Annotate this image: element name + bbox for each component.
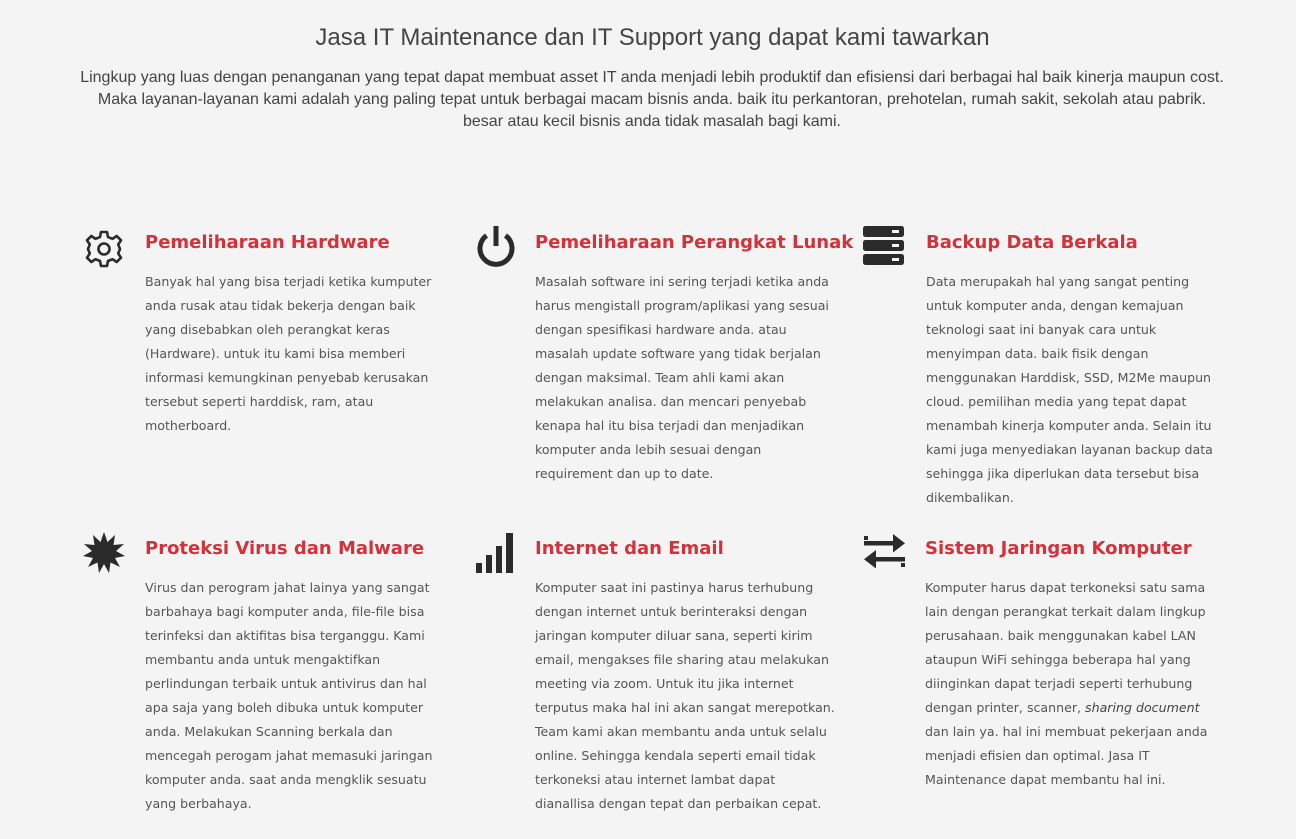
gear-icon xyxy=(84,229,130,275)
intro-description: Lingkup yang luas dengan penanganan yang tepat dapat membuat asset IT anda menjadi lebih produktif dan efisiensi dari berbagai hal baik kinerja maupun cost. Maka layanan-layanan kami adalah yang paling tepat untuk berbagai macam bisnis anda. baik itu perkantoran, prehotelan, rumah sakit, sekolah atau pabrik. besar atau kecil bisnis anda tidak masalah bagi kami. xyxy=(80,69,1224,130)
burst-icon xyxy=(82,531,128,577)
service-description: Komputer harus dapat terkoneksi satu sama lain dengan perangkat terkait dalam lingkup perusahaan. baik menggunakan kabel LAN ataupun WiFi sehingga beberapa hal yang diinginkan dapat terjadi seperti terhubung dengan printer, scanner, sharing document dan lain ya. hal ini membuat pekerjaan anda menjadi efisien dan optimal. Jasa IT Maintenance dapat membantu hal ini. xyxy=(925,580,1208,787)
service-description: Masalah software ini sering terjadi ketika anda harus mengistall program/aplikasi yang sesuai dengan spesifikasi hardware anda. atau masalah update software yang tidak berjalan dengan maksimal. Team ahli kami akan melakukan analisa. dan mencari penyebab kenapa hal itu bisa terjadi dan menjadikan komputer anda lebih sesuai dengan requirement dan up to date. xyxy=(535,274,829,481)
service-title: Internet dan Email xyxy=(535,538,724,559)
service-description: Komputer saat ini pastinya harus terhubung dengan internet untuk berinteraksi dengan jaringan komputer diluar sana, seperti kirim email, mengakses file sharing atau melakukan meeting via zoom. Untuk itu jika internet terputus maka hal ini akan sangat merepotkan. Team kami akan membantu anda untuk selalu online. Sehingga kendala seperti email tidak terkoneksi atau internet lambat dapat dianallisa dengan tepat dan perbaikan cepat. xyxy=(535,580,835,811)
emphasis-text: sharing document xyxy=(1085,700,1200,715)
service-description: Banyak hal yang bisa terjadi ketika kumputer anda rusak atau tidak bekerja dengan baik yang disebabkan oleh perangkat keras (Hardware). untuk itu kami bisa memberi informasi kemungkinan penyebab kerusakan tersebut seperti harddisk, ram, atau motherboard. xyxy=(145,274,432,433)
exchange-arrows-icon xyxy=(864,532,910,578)
service-title: Proteksi Virus dan Malware xyxy=(145,538,425,559)
service-title: Pemeliharaan Perangkat Lunak xyxy=(535,232,854,253)
service-description: Virus dan perogram jahat lainya yang sangat barbahaya bagi komputer anda, file-file bisa terinfeksi dan aktifitas bisa terganggu. Kami membantu anda untuk mengaktifkan perlindungan terbaik untuk antivirus dan hal apa saja yang boleh dibuka untuk komputer anda. Melakukan Scanning berkala dan mencegah perogam jahat memasuki jaringan komputer anda. saat anda mengklik sesuatu yang berbahaya. xyxy=(145,580,433,811)
signal-bars-icon xyxy=(474,531,520,577)
page-title: Jasa IT Maintenance dan IT Support yang dapat kami tawarkan xyxy=(315,24,990,51)
power-icon xyxy=(474,225,520,271)
service-title: Backup Data Berkala xyxy=(926,232,1138,253)
server-icon xyxy=(862,225,908,271)
service-description: Data merupakah hal yang sangat penting untuk komputer anda, dengan kemajuan teknologi saat ini banyak cara untuk menyimpan data. baik fisik dengan menggunakan Harddisk, SSD, M2Me maupun cloud. pemilihan media yang tepat dapat menambah kinerja komputer anda. Selain itu kami juga menyediakan layanan backup data sehingga jika diperlukan data tersebut bisa dikembalikan. xyxy=(926,274,1213,505)
service-title: Pemeliharaan Hardware xyxy=(145,232,390,253)
service-title: Sistem Jaringan Komputer xyxy=(925,538,1192,559)
